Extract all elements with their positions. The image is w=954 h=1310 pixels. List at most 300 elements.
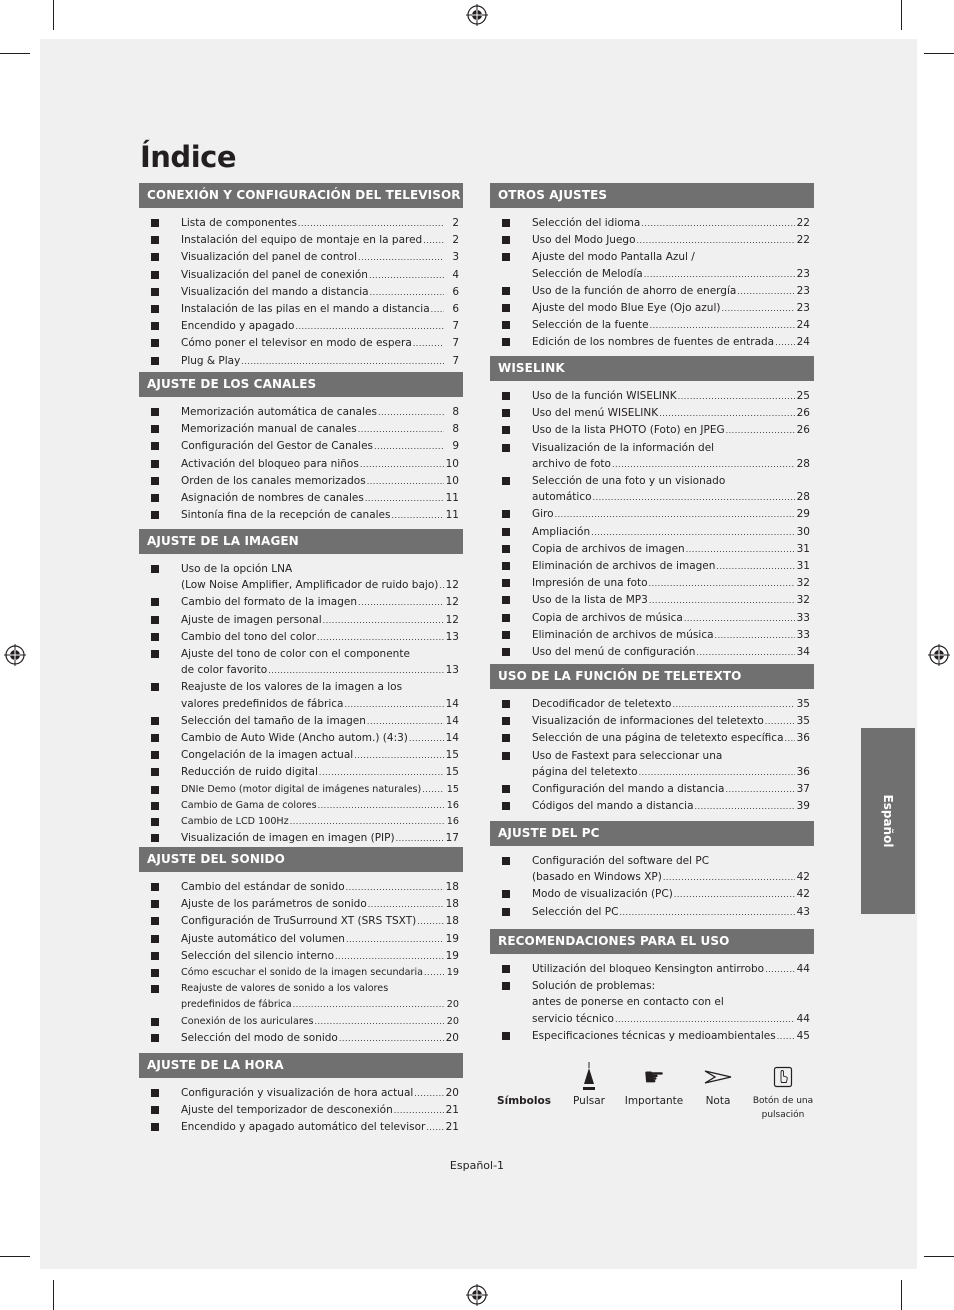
bullet-square-icon <box>151 494 159 502</box>
toc-list <box>490 381 814 661</box>
toc-entry[interactable] <box>490 473 814 506</box>
toc-entry-line <box>532 610 810 627</box>
bullet-square-icon <box>151 460 159 468</box>
dot-leader <box>423 232 444 249</box>
toc-page-number: 43 <box>796 905 810 918</box>
toc-entry[interactable] <box>490 886 814 903</box>
toc-entry-text: Reajuste de valores de sonido a los valores <box>181 983 389 995</box>
toc-entry-text: Eliminación de archivos de música <box>532 628 714 641</box>
toc-entry-line <box>532 300 810 317</box>
toc-entry[interactable] <box>139 879 463 896</box>
page-title: Índice <box>140 140 236 174</box>
toc-entry-line <box>181 730 459 747</box>
toc-entry[interactable] <box>490 575 814 592</box>
toc-entry[interactable] <box>139 507 463 524</box>
dot-leader <box>290 814 444 830</box>
toc-entry-line <box>532 489 810 506</box>
toc-entry[interactable] <box>490 215 814 232</box>
crop-mark <box>53 0 54 30</box>
toc-entry-line <box>532 644 810 661</box>
dot-leader <box>424 965 444 981</box>
dot-leader <box>674 886 795 903</box>
toc-entry[interactable] <box>139 612 463 629</box>
toc-entry-text: Selección del tamaño de la imagen <box>181 714 366 727</box>
toc-entry[interactable] <box>490 232 814 249</box>
dot-leader <box>317 629 444 646</box>
bullet-square-icon <box>502 219 510 227</box>
dot-leader <box>367 473 444 490</box>
dot-leader <box>394 1102 444 1119</box>
toc-entry[interactable] <box>490 524 814 541</box>
toc-entry-line <box>181 747 459 764</box>
bullet-square-icon <box>151 288 159 296</box>
dot-leader <box>612 456 795 473</box>
toc-page-number: 31 <box>796 542 810 555</box>
bullet-square-icon <box>151 768 159 776</box>
toc-entry-text: Instalación de las pilas en el mando a distancia <box>181 303 430 316</box>
toc-entry-text: Decodificador de teletexto <box>532 698 672 710</box>
toc-page-number: 24 <box>796 336 810 349</box>
dot-leader <box>374 438 444 455</box>
dot-leader <box>422 782 444 798</box>
toc-entry[interactable] <box>139 782 463 798</box>
toc-entry[interactable] <box>139 215 463 232</box>
toc-entry[interactable] <box>139 438 463 455</box>
bullet-square-icon <box>151 969 159 977</box>
toc-entry-line <box>532 994 810 1010</box>
toc-entry-line <box>532 249 810 265</box>
toc-page-number: 7 <box>452 354 459 367</box>
toc-page-number: 26 <box>796 424 810 437</box>
toc-entry-text: antes de ponerse en contacto con el <box>532 996 724 1009</box>
toc-page-number: 19 <box>445 949 459 962</box>
toc-entry-text: DNIe Demo (motor digital de imágenes naturales) <box>181 783 422 795</box>
toc-entry-text: Congelación de la imagen actual <box>181 749 354 762</box>
toc-entry-line <box>181 662 459 679</box>
toc-entry-line <box>532 978 810 994</box>
dot-leader <box>298 215 444 232</box>
toc-entry[interactable] <box>490 978 814 1028</box>
toc-page-number: 12 <box>445 613 459 626</box>
toc-entry-line <box>181 301 459 318</box>
bullet-square-icon <box>151 339 159 347</box>
bullet-square-icon <box>502 785 510 793</box>
toc-entry-line <box>532 388 810 405</box>
toc-list <box>139 1078 463 1137</box>
toc-entry-line <box>532 283 810 300</box>
dot-leader <box>765 713 795 730</box>
toc-page-number: 20 <box>446 999 459 1011</box>
toc-entry-text: Selección de una foto y un visionado <box>532 475 726 488</box>
toc-entry[interactable] <box>139 679 463 712</box>
toc-entry-line <box>532 506 810 523</box>
toc-section <box>490 183 814 352</box>
bullet-square-icon <box>502 614 510 622</box>
toc-page-number: 18 <box>445 915 459 928</box>
toc-entry-line <box>181 561 459 577</box>
language-side-tab <box>861 728 915 914</box>
toc-entry-text: Códigos del mando a distancia <box>532 800 694 813</box>
dot-leader <box>686 541 795 558</box>
symbols-heading: Símbolos <box>497 1095 551 1107</box>
dot-leader <box>663 869 795 886</box>
bullet-square-icon <box>502 236 510 244</box>
toc-entry[interactable] <box>139 1085 463 1102</box>
toc-entry[interactable] <box>139 232 463 249</box>
dot-leader <box>417 913 444 930</box>
toc-entry[interactable] <box>139 896 463 913</box>
toc-page-number: 23 <box>796 284 810 297</box>
toc-entry-text: Ampliación <box>532 525 591 538</box>
registration-mark-icon <box>928 644 950 666</box>
toc-entry[interactable] <box>139 561 463 594</box>
toc-entry[interactable] <box>139 594 463 611</box>
toc-entry[interactable] <box>490 798 814 815</box>
toc-entry[interactable] <box>490 541 814 558</box>
toc-page-number: 32 <box>796 577 810 590</box>
toc-entry[interactable] <box>139 335 463 352</box>
toc-page-number: 15 <box>445 749 459 762</box>
toc-page-number: 8 <box>452 406 459 418</box>
toc-entry[interactable] <box>490 283 814 300</box>
bullet-square-icon <box>151 1106 159 1114</box>
registration-mark-icon <box>4 644 26 666</box>
dot-leader <box>775 334 795 351</box>
toc-entry-text: Configuración del software del PC <box>532 855 710 867</box>
toc-entry[interactable] <box>490 853 814 886</box>
toc-entry-text: (Low Noise Amplifier, Amplificador de ruido bajo) <box>181 579 439 592</box>
toc-entry-line <box>532 886 810 903</box>
toc-entry[interactable] <box>490 748 814 781</box>
toc-page-number: 28 <box>796 491 810 504</box>
section-heading: AJUSTE DE LA IMAGEN <box>139 529 463 554</box>
toc-entry[interactable] <box>490 713 814 730</box>
toc-entry[interactable] <box>490 506 814 523</box>
dot-leader <box>737 283 795 300</box>
toc-entry-line <box>181 421 459 438</box>
bullet-square-icon <box>151 786 159 794</box>
toc-section <box>490 664 814 815</box>
toc-entry[interactable] <box>139 931 463 948</box>
dot-leader <box>378 404 444 421</box>
toc-entry-text: Uso de la función de ahorro de energía <box>532 284 737 297</box>
dot-leader <box>241 353 444 370</box>
bullet-square-icon <box>502 338 510 346</box>
crop-mark <box>901 1280 902 1310</box>
toc-section <box>139 1053 463 1137</box>
toc-section <box>139 372 463 524</box>
toc-list <box>139 397 463 524</box>
toc-entry[interactable] <box>139 267 463 284</box>
toc-page-number: 11 <box>445 509 459 522</box>
dot-leader <box>726 422 795 439</box>
bullet-square-icon <box>151 1089 159 1097</box>
toc-page-number: 42 <box>796 871 810 884</box>
toc-entry[interactable] <box>490 300 814 317</box>
dot-leader <box>293 997 444 1013</box>
bullet-square-icon <box>151 650 159 658</box>
toc-page-number: 18 <box>445 898 459 911</box>
toc-entry-line <box>181 335 459 352</box>
toc-entry-line <box>181 473 459 490</box>
toc-entry-line <box>532 334 810 351</box>
toc-page-number: 15 <box>445 766 459 779</box>
toc-entry[interactable] <box>490 730 814 747</box>
toc-entry[interactable] <box>490 781 814 798</box>
toc-entry[interactable] <box>139 814 463 830</box>
toc-entry-text: Cambio del estándar de sonido <box>181 881 345 893</box>
symbol-one-touch: Botón de una pulsación <box>750 1060 816 1122</box>
toc-entry[interactable] <box>490 558 814 575</box>
toc-entry[interactable] <box>490 592 814 609</box>
dot-leader <box>777 1028 795 1045</box>
bullet-square-icon <box>151 883 159 891</box>
toc-entry[interactable] <box>490 644 814 661</box>
toc-page-number: 42 <box>796 888 810 901</box>
toc-entry[interactable] <box>490 334 814 351</box>
toc-entry-line <box>532 575 810 592</box>
bullet-square-icon <box>151 253 159 261</box>
dot-leader <box>358 421 444 438</box>
toc-entry-text: Configuración del Gestor de Canales <box>181 440 374 453</box>
bullet-square-icon <box>151 271 159 279</box>
toc-entry[interactable] <box>139 747 463 764</box>
toc-entry-text: Ajuste de imagen personal <box>181 613 322 626</box>
pointing-hand-icon: ☛ <box>643 1063 665 1091</box>
toc-entry-line <box>181 232 459 249</box>
toc-entry-line <box>532 215 810 232</box>
bullet-square-icon <box>502 444 510 452</box>
toc-entry[interactable] <box>139 965 463 981</box>
toc-page-number: 13 <box>445 664 459 677</box>
toc-entry-text: Visualización del mando a distancia <box>181 285 369 298</box>
crop-mark <box>53 1280 54 1310</box>
dot-leader <box>672 696 795 713</box>
toc-entry-text: Selección del silencio interno <box>181 949 334 962</box>
toc-entry-line <box>532 317 810 334</box>
toc-entry[interactable] <box>139 646 463 679</box>
toc-entry-text: Visualización del panel de control <box>181 251 358 264</box>
bullet-square-icon <box>502 304 510 312</box>
toc-page-number: 19 <box>445 932 459 945</box>
dot-leader <box>591 524 795 541</box>
dot-leader <box>715 627 795 644</box>
toc-entry[interactable] <box>490 405 814 422</box>
toc-entry[interactable] <box>490 422 814 439</box>
toc-entry-line <box>181 215 459 232</box>
dot-leader <box>684 610 795 627</box>
toc-page-number: 13 <box>445 630 459 643</box>
toc-entry-text: Uso de la opción LNA <box>181 563 293 575</box>
dot-leader <box>344 696 444 713</box>
toc-page-number: 12 <box>445 579 459 592</box>
bullet-square-icon <box>502 802 510 810</box>
toc-entry[interactable] <box>139 730 463 747</box>
toc-entry[interactable] <box>490 696 814 713</box>
dot-leader <box>318 798 444 814</box>
bullet-square-icon <box>151 565 159 573</box>
toc-entry[interactable] <box>139 301 463 318</box>
toc-entry-line <box>181 318 459 335</box>
toc-entry[interactable] <box>490 249 814 282</box>
toc-entry-line <box>181 948 459 965</box>
toc-entry[interactable] <box>139 913 463 930</box>
page-number: Español-1 <box>449 1159 505 1172</box>
toc-entry-text: automático <box>532 491 592 504</box>
toc-entry[interactable] <box>139 421 463 438</box>
dot-leader <box>426 1119 444 1136</box>
toc-entry-text: Encendido y apagado automático del televisor <box>181 1121 426 1134</box>
toc-page-number: 36 <box>796 732 810 745</box>
toc-entry-line <box>532 558 810 575</box>
toc-entry-text: Uso de la función WISELINK <box>532 390 677 402</box>
toc-entry[interactable] <box>490 904 814 921</box>
toc-entry-line <box>532 405 810 422</box>
dot-leader <box>650 317 795 334</box>
toc-entry[interactable] <box>139 318 463 335</box>
toc-section <box>490 356 814 661</box>
toc-entry-line <box>181 456 459 473</box>
toc-entry-text: Memorización manual de canales <box>181 423 357 436</box>
toc-entry[interactable] <box>490 1028 814 1045</box>
toc-entry[interactable] <box>490 388 814 405</box>
press-icon <box>563 1060 615 1094</box>
toc-page-number: 6 <box>452 285 459 298</box>
toc-entry-line <box>532 764 810 781</box>
toc-entry-line <box>532 781 810 798</box>
toc-entry-text: Selección del modo de sonido <box>181 1031 338 1044</box>
toc-entry-line <box>181 1030 459 1047</box>
toc-entry-text: Solución de problemas: <box>532 980 656 993</box>
bullet-square-icon <box>502 321 510 329</box>
toc-entry[interactable] <box>139 473 463 490</box>
toc-entry-line <box>181 507 459 524</box>
toc-entry-line <box>532 696 810 713</box>
toc-entry-text: Giro <box>532 508 554 521</box>
toc-entry[interactable] <box>139 353 463 370</box>
crop-mark <box>924 1256 954 1257</box>
toc-entry[interactable] <box>139 629 463 646</box>
toc-entry-text: archivo de foto <box>532 457 611 470</box>
toc-entry[interactable] <box>490 627 814 644</box>
toc-entry-line <box>181 267 459 284</box>
bullet-square-icon <box>502 1032 510 1040</box>
toc-entry-line <box>181 679 459 695</box>
toc-page-number: 31 <box>796 560 810 573</box>
toc-entry-text: Plug & Play <box>181 354 241 367</box>
dot-leader <box>396 830 444 847</box>
dot-leader <box>721 300 795 317</box>
toc-page-number: 21 <box>445 1121 459 1134</box>
toc-entry-line <box>181 965 459 981</box>
toc-entry-line <box>181 879 459 896</box>
bullet-square-icon <box>151 425 159 433</box>
toc-page-number: 8 <box>452 423 459 436</box>
toc-entry-text: Instalación del equipo de montaje en la pared <box>181 234 423 247</box>
bullet-square-icon <box>502 477 510 485</box>
toc-page-number: 37 <box>796 783 810 796</box>
dot-leader <box>367 713 444 730</box>
bullet-square-icon <box>151 952 159 960</box>
toc-entry[interactable] <box>139 713 463 730</box>
toc-entry-line <box>181 1119 459 1136</box>
toc-entry[interactable] <box>139 981 463 1013</box>
toc-page-number: 28 <box>796 457 810 470</box>
toc-entry-text: Asignación de nombres de canales <box>181 492 364 505</box>
dot-leader <box>413 335 444 352</box>
toc-entry[interactable] <box>139 456 463 473</box>
toc-entry[interactable] <box>139 249 463 266</box>
toc-entry[interactable] <box>139 490 463 507</box>
dot-leader <box>659 405 795 422</box>
toc-entry-text: Edición de los nombres de fuentes de entrada <box>532 336 775 349</box>
toc-entry-line <box>181 1085 459 1102</box>
toc-entry[interactable] <box>139 404 463 421</box>
toc-entry[interactable] <box>139 1030 463 1047</box>
toc-entry-line <box>181 1014 459 1030</box>
toc-entry-text: Ajuste del temporizador de desconexión <box>181 1104 393 1117</box>
toc-entry-text: Ajuste automático del volumen <box>181 932 345 945</box>
bullet-square-icon <box>502 752 510 760</box>
toc-entry-line <box>532 592 810 609</box>
toc-entry[interactable] <box>139 1102 463 1119</box>
toc-entry[interactable] <box>490 440 814 473</box>
dot-leader <box>593 489 795 506</box>
toc-entry-line <box>532 798 810 815</box>
dot-leader <box>369 267 444 284</box>
bullet-square-icon <box>502 287 510 295</box>
toc-entry-line <box>532 713 810 730</box>
dot-leader <box>649 575 795 592</box>
dot-leader <box>323 612 444 629</box>
toc-entry[interactable] <box>139 798 463 814</box>
bullet-square-icon <box>151 818 159 826</box>
bullet-square-icon <box>502 857 510 865</box>
toc-entry[interactable] <box>490 610 814 627</box>
toc-entry[interactable] <box>139 284 463 301</box>
toc-page-number: 34 <box>796 646 810 659</box>
toc-entry[interactable] <box>139 830 463 847</box>
toc-entry[interactable] <box>139 1014 463 1030</box>
toc-list <box>490 689 814 815</box>
bullet-square-icon <box>151 1018 159 1026</box>
toc-page-number: 10 <box>445 474 459 487</box>
dot-leader <box>439 577 444 594</box>
toc-page-number: 10 <box>445 457 459 470</box>
toc-entry[interactable] <box>490 961 814 978</box>
toc-entry-text: Configuración del mando a distancia <box>532 783 725 796</box>
toc-list <box>139 554 463 847</box>
dot-leader <box>335 948 444 965</box>
bullet-square-icon <box>502 426 510 434</box>
toc-entry-line <box>181 713 459 730</box>
bullet-square-icon <box>151 917 159 925</box>
toc-entry[interactable] <box>139 764 463 781</box>
crop-mark <box>0 53 30 54</box>
dot-leader <box>360 456 444 473</box>
toc-entry-text: Visualización de imagen en imagen (PIP) <box>181 832 395 845</box>
toc-entry-line <box>181 612 459 629</box>
toc-page-number: 11 <box>445 492 459 505</box>
toc-page-number: 20 <box>445 1031 459 1044</box>
dot-leader <box>391 507 444 524</box>
bullet-square-icon <box>151 598 159 606</box>
toc-entry[interactable] <box>490 317 814 334</box>
toc-entry[interactable] <box>139 1119 463 1136</box>
bullet-square-icon <box>151 1034 159 1042</box>
symbol-press: Pulsar <box>563 1060 615 1108</box>
toc-entry[interactable] <box>139 948 463 965</box>
